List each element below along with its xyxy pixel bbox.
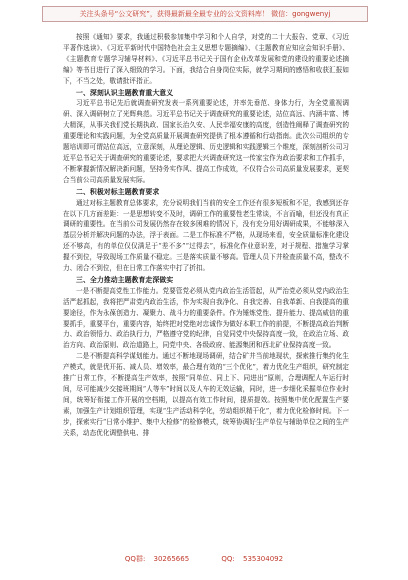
section-heading-3: 三、全力推动主题教育走深做实 [76,275,174,284]
section-heading-2: 二、积极对标主题教育要求 [76,187,160,196]
footer-qq: QQ: 535304092 [221,555,284,563]
page-footer [0,554,408,564]
section-heading-1: 一、深刻认识主题教育重大意义 [76,88,174,97]
paragraph-section-3b: 二是不断提高科学谋划能力。通过不断地现场调研，结合矿井当前地现状，探索推行集约化生产模式，就是优开拓、减人员、增效率，最合理有效的“三个优化”，着力优化生产组织，研究制定推广日常工作，不断提高生产效率，按照“同单位、同上下、同进出”原则，合理调配人车运行时间，尽可能减少交接班期间“人等车”时间以及人车的无效运输，同时，进一步细化采掘单位作业时间，统筹好衔接工作开展的空档期，以提高有效工作时间，提质提效。按照集中优化配置生产要素，加强生产计划组织管理，实现“生产活动科学化，劳动组织精干化”，着力优化检修时间。下一步，探索实行“日常小维护、集中大检修”的检修模式，统筹协调好生产单位与辅助单位之间的生产关系，动态优化调整供电、排 [63,352,349,437]
header-banner: 关注头条号“公文研究”，获得最新最全最专业的公文资料库！ 微信：gongwenyj [42,6,368,22]
paragraph-section-3a: 一是不断提高党性工作能力。党要管党必须从党内政治生活管起，从严治党必须从党内政治生活严起抓起，我将把严肃党内政治生活，作为实现自我净化、自我完善、自我革新、自我提高的重要途径，作为永葆创造力、凝聚力、战斗力的重要条件。作为锤炼党性、提升能力、提高威信的重要抓手，重要平台，重要内容，始终把对党绝对忠诚作为做好本职工作的前提，不断提高政治判断力、政治领悟力、政治执行力，严格遵守党的纪律，自觉同党中央保持高度一致，在政治立场、政治方向、政治原则、政治道路上，同党中央、各级政府、能源集团和西北矿业保持高度一致。 [63,286,349,350]
paragraph-intro: 按照《通知》要求，我通过积极参加集中学习和个人自学，对党的二十大报告、党章、《习近平著作选读》、《习近平新时代中国特色社会主义思想专题摘编》、《主题教育应知应会知识手册》、《主题教育专题学习辅导材料》、《习近平总书记关于国有企业改革发展和党的建设的重要论述摘编》等书目进行了深入细致的学习。下面，我结合自身岗位实际，就学习期间的感悟和收获汇报如下，不当之处，敬请批评指正。 [63,33,349,85]
footer-qq-group: QQ群: 30265665 [124,555,190,563]
document-body [63,32,349,439]
paragraph-section-1: 习近平总书记先后就调查研究发表一系列重要论述，并率先垂范、身体力行，为全党重视调研、深入调研树立了光辉典范。习近平总书记关于调查研究的重要论述，站位高远、内涵丰富、博大精深，从事关我们党长期执政、国家长治久安、人民幸福安康的高度，创造性阐释了调查研究的重要理论和实践问题，为全党高质量开展调查研究提供了根本遵循和行动指南。此次公司组织的专题培训即可谓站位高远，立意深刻，从理论逻辑、历史逻辑和实践逻辑三个维度，深刻剖析公司习近平总书记关于调查研究的重要论述，要求把大兴调查研究这一传家宝作为政治要求和工作抓手，不断掌握新情况解决新问题，坚持务实作风、提高工作成效，不仅符合公司高质量发展要求，更契合当前公司高质量发展实际。 [63,99,349,184]
paragraph-section-2: 通过对标主题教育总体要求，充分说明我们当前的安全工作还有很多短板和不足，我感到还存在以下几方面差距：一是思想转变不及时，调研工作的重要性老生常谈，不言而喻，但还没有真正调研的重要性。在当前公司发展仍然存在较多困难的情况下，没有充分用好调研成果，不能够深入基层分析并解决问题的办法，浮于表面。二是工作标准不严格，从现场来看，安全质量标准化建设还不够高，有的单位仅仅满足于“差不多”“过得去”，标准化作业意识差，对于规程、措施学习掌握不到位，导致现场工作质量不稳定。三是落实质量不够高。管理人员下井检查质量不高，整改不力、闭合不到位，但在日常工作落实中打了折扣。 [63,198,349,273]
